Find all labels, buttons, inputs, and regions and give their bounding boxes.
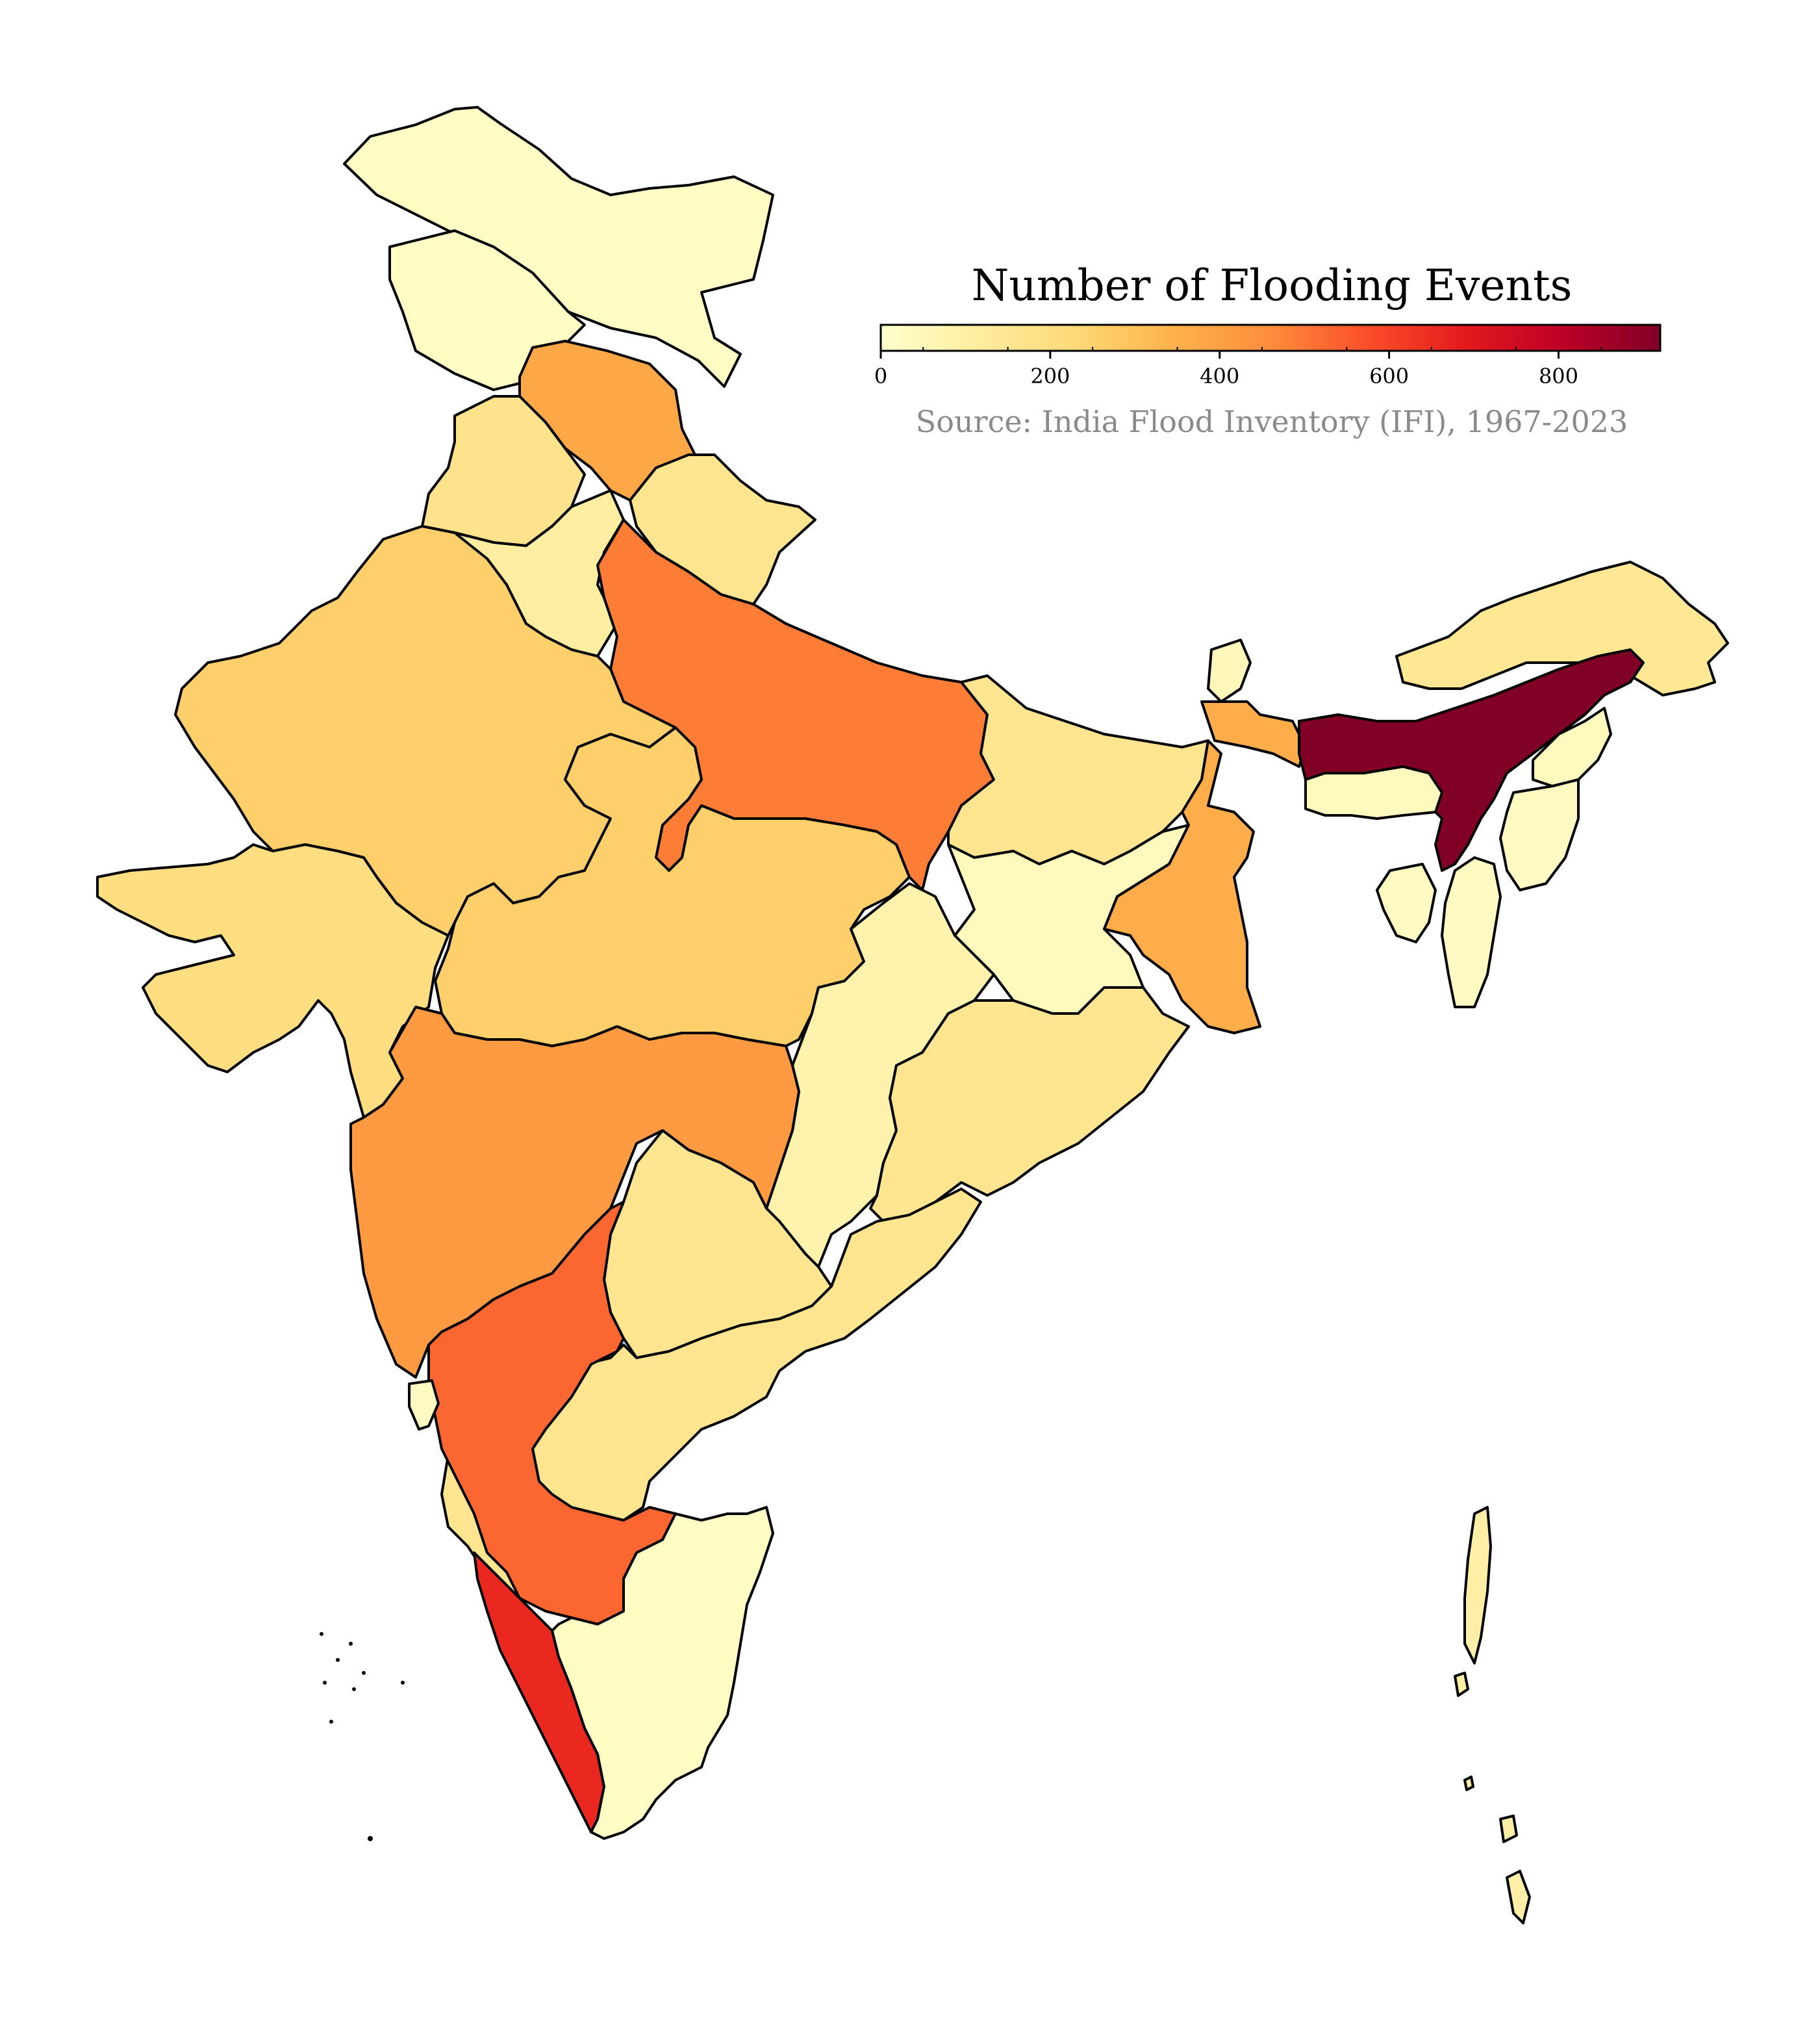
legend-title: Number of Flooding Events [971,261,1573,311]
region-andaman-nicobar[interactable] [1455,1507,1530,1923]
colorbar-tick-label: 800 [1538,364,1579,389]
india-states [97,107,1728,1923]
colorbar-tick-label: 0 [874,364,888,389]
colorbar-tick-label: 200 [1030,364,1070,389]
source-note: Source: India Flood Inventory (IFI), 1967-2023 [915,404,1628,439]
region-goa[interactable] [409,1381,438,1429]
region-mizoram[interactable] [1442,858,1500,1007]
legend [874,261,1660,439]
colorbar [881,325,1660,351]
region-tripura[interactable] [1377,864,1435,942]
region-lakshadweep-islands [320,1632,405,1841]
region-meghalaya[interactable] [1306,767,1442,819]
colorbar-tick-label: 600 [1369,364,1409,389]
colorbar-tick-label: 400 [1200,364,1240,389]
colorbar-ticks [874,347,1601,389]
region-sikkim[interactable] [1208,640,1250,702]
region-manipur[interactable] [1500,780,1578,890]
